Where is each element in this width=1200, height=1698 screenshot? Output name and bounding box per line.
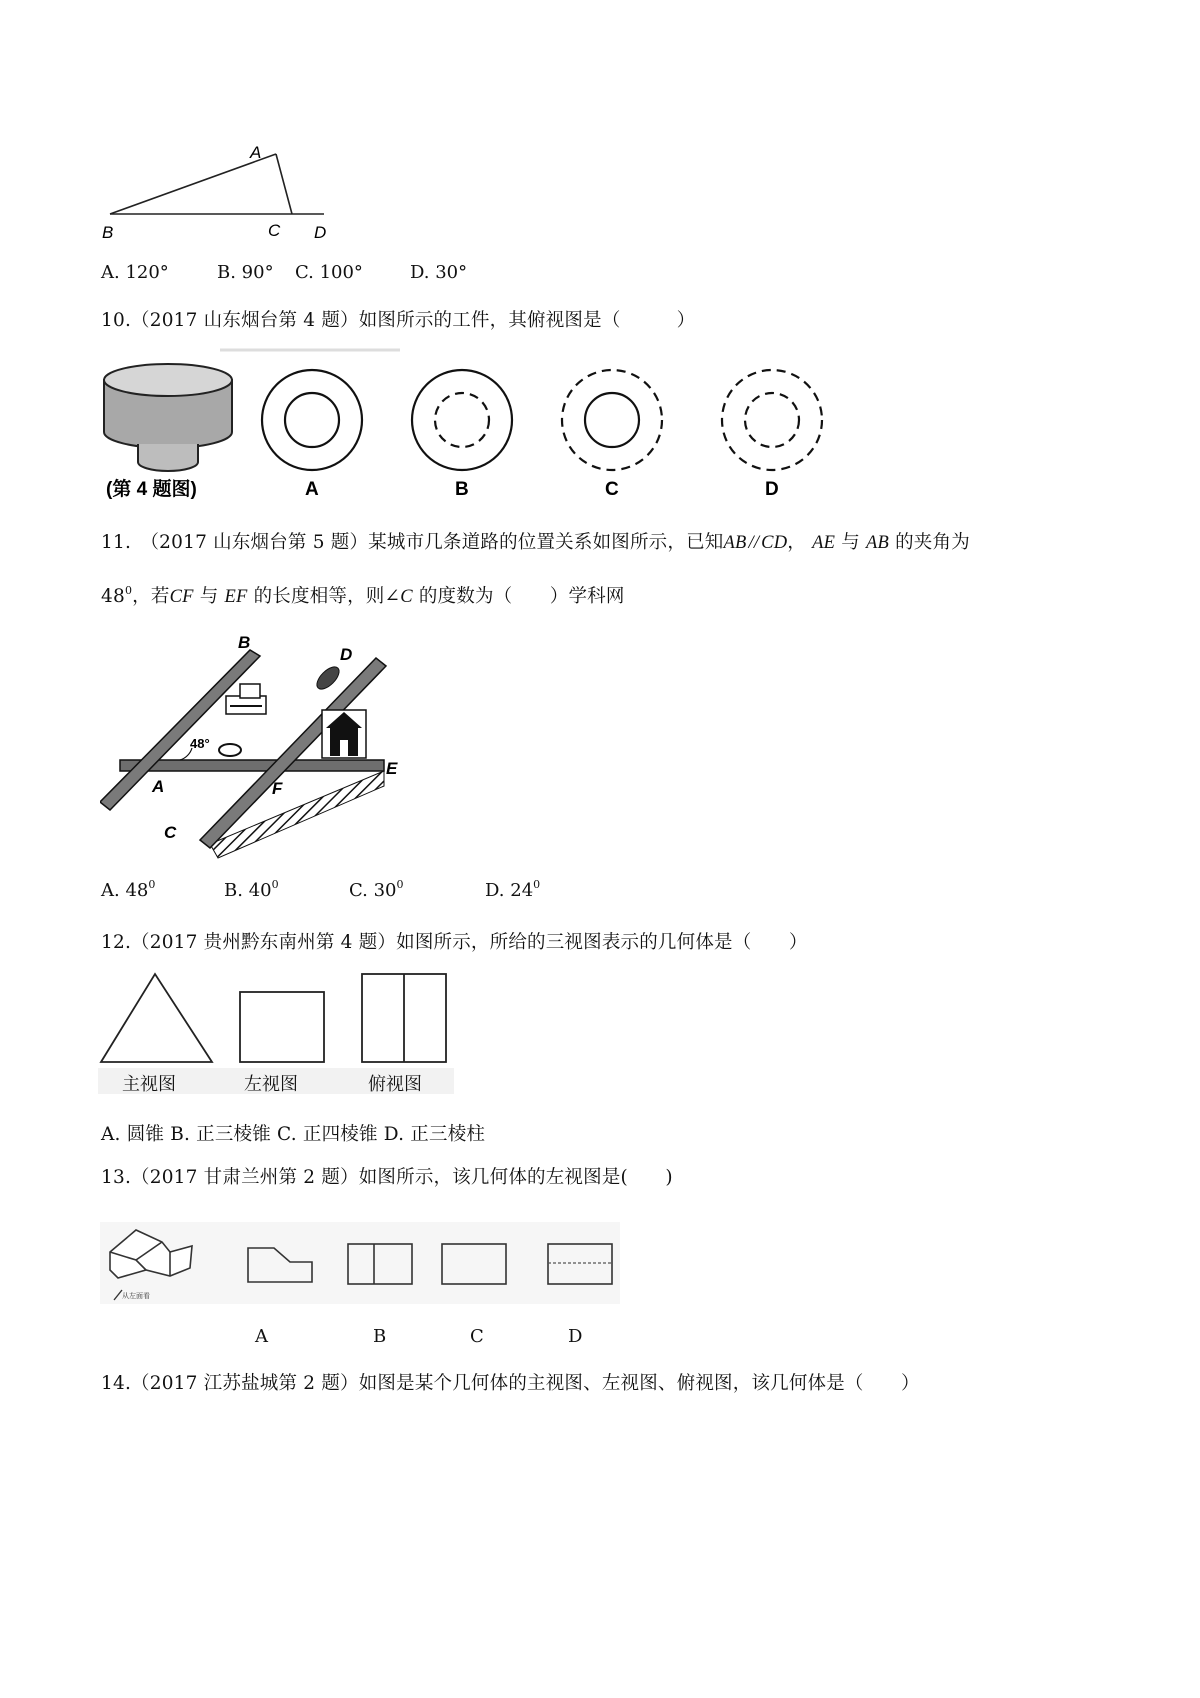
q10-choice-a-outer [262, 370, 362, 470]
q11-label-f: F [272, 779, 283, 798]
q10-figure-caption: (第 4 题图) [106, 479, 197, 500]
q11-road-ab [100, 650, 260, 810]
q11-house-icon [322, 710, 366, 758]
q9-label-d: D [314, 223, 327, 242]
q11-ruo: ，若 [132, 586, 170, 607]
q11-label-a: A [152, 777, 165, 796]
q11-road-ae [120, 760, 384, 771]
q10-workpiece [104, 364, 232, 471]
q9-triangle-figure [100, 140, 340, 245]
q11-stem-line1 [101, 528, 970, 554]
q11-option-d[interactable]: D. $24^0$ [485, 878, 541, 901]
q11-option-a[interactable]: A. $48^0$ [101, 878, 156, 901]
q10-choice-a-inner [285, 393, 339, 447]
q11-ae: AE [812, 533, 836, 553]
q10-choice-d-outer [722, 370, 822, 470]
q11-tail2: 的度数为（ ）学科网 [418, 586, 625, 607]
q10-figure-row [100, 340, 840, 510]
q10-stem: 10.（2017 山东烟台第 4 题）如图所示的工件，其俯视图是（ ） [101, 310, 696, 331]
q12-caption-top: 俯视图 [368, 1074, 422, 1094]
q11-with: 与 [841, 532, 860, 553]
q10-choice-c-label[interactable]: C [605, 479, 619, 500]
q11-car2-icon [219, 744, 241, 756]
q13-figure-row [100, 1222, 630, 1310]
q10-choice-d-label[interactable]: D [765, 479, 779, 500]
q13-arrow-caption: 从左面看 [122, 1293, 150, 1300]
q9-option-a[interactable]: A. 120° [101, 262, 169, 283]
q11-tail: 的长度相等，则∠ [253, 586, 401, 607]
q10-choice-b-label[interactable]: B [455, 479, 469, 500]
q11-label-d: D [340, 645, 353, 664]
q12-left-view-rect [240, 992, 324, 1062]
q11-ef: EF [224, 587, 248, 607]
q10-choice-c-outer [562, 370, 662, 470]
q11-option-b[interactable]: B. $40^0$ [224, 878, 279, 901]
q9-option-c[interactable]: C. 100° [295, 262, 363, 283]
q11-option-c[interactable]: C. $30^0$ [349, 878, 404, 901]
q12-options[interactable]: A. 圆锥 B. 正三棱锥 C. 正四棱锥 D. 正三棱柱 [101, 1124, 486, 1145]
q11-prefix: 11. （2017 山东烟台第 5 题）某城市几条道路的位置关系如图所示，已知 [101, 532, 724, 553]
q13-stem: 13.（2017 甘肃兰州第 2 题）如图所示，该几何体的左视图是( ) [101, 1167, 673, 1188]
q10-choice-d-inner [745, 393, 799, 447]
q12-caption-left: 左视图 [244, 1074, 298, 1094]
q11-road-figure [100, 634, 420, 859]
q12-front-view-triangle [101, 974, 212, 1062]
q11-label-c: C [164, 823, 177, 842]
q11-cd: CD [761, 533, 788, 553]
q11-yu2: 与 [199, 586, 219, 607]
q9-option-d[interactable]: D. 30° [410, 262, 468, 283]
q10-choice-c-inner [585, 393, 639, 447]
q12-stem: 12.（2017 贵州黔东南州第 4 题）如图所示，所给的三视图表示的几何体是（ ） [101, 932, 808, 953]
q13-choice-d-label[interactable]: D [568, 1326, 583, 1347]
q11-cf: CF [169, 587, 194, 607]
q11-label-b: B [238, 634, 251, 652]
q9-option-b[interactable]: B. 90° [217, 262, 274, 283]
q11-label-e: E [386, 759, 398, 778]
q11-ab2: AB [865, 533, 889, 553]
q11-angle-label: 48° [190, 736, 210, 751]
q12-caption-front: 主视图 [122, 1074, 176, 1094]
q11-c: C [400, 587, 413, 607]
q11-comma: ， [787, 532, 806, 553]
q11-degree-value: 48 [101, 586, 125, 607]
q9-label-c: C [268, 221, 281, 240]
q11-degree-mark: 0 [124, 584, 133, 597]
q10-choice-b-outer [412, 370, 512, 470]
q11-parallel: // [748, 533, 760, 553]
q9-label-a: A [250, 143, 262, 162]
q13-choice-c-label[interactable]: C [470, 1326, 484, 1347]
q14-stem: 14.（2017 江苏盐城第 2 题）如图是某个几何体的主视图、左视图、俯视图，该几何体是（ ） [101, 1373, 920, 1394]
q11-stem-line2 [101, 582, 625, 608]
q10-choice-b-inner [435, 393, 489, 447]
q13-choice-a-label[interactable]: A [255, 1326, 268, 1347]
q11-car-icon [313, 663, 343, 693]
q10-choice-a-label[interactable]: A [305, 479, 319, 500]
q9-label-b: B [102, 223, 114, 242]
q13-choice-b-label[interactable]: B [373, 1326, 387, 1347]
q11-angle-text: 的夹角为 [895, 532, 970, 553]
q11-building-icon [226, 684, 266, 714]
q11-ab: AB [723, 533, 747, 553]
